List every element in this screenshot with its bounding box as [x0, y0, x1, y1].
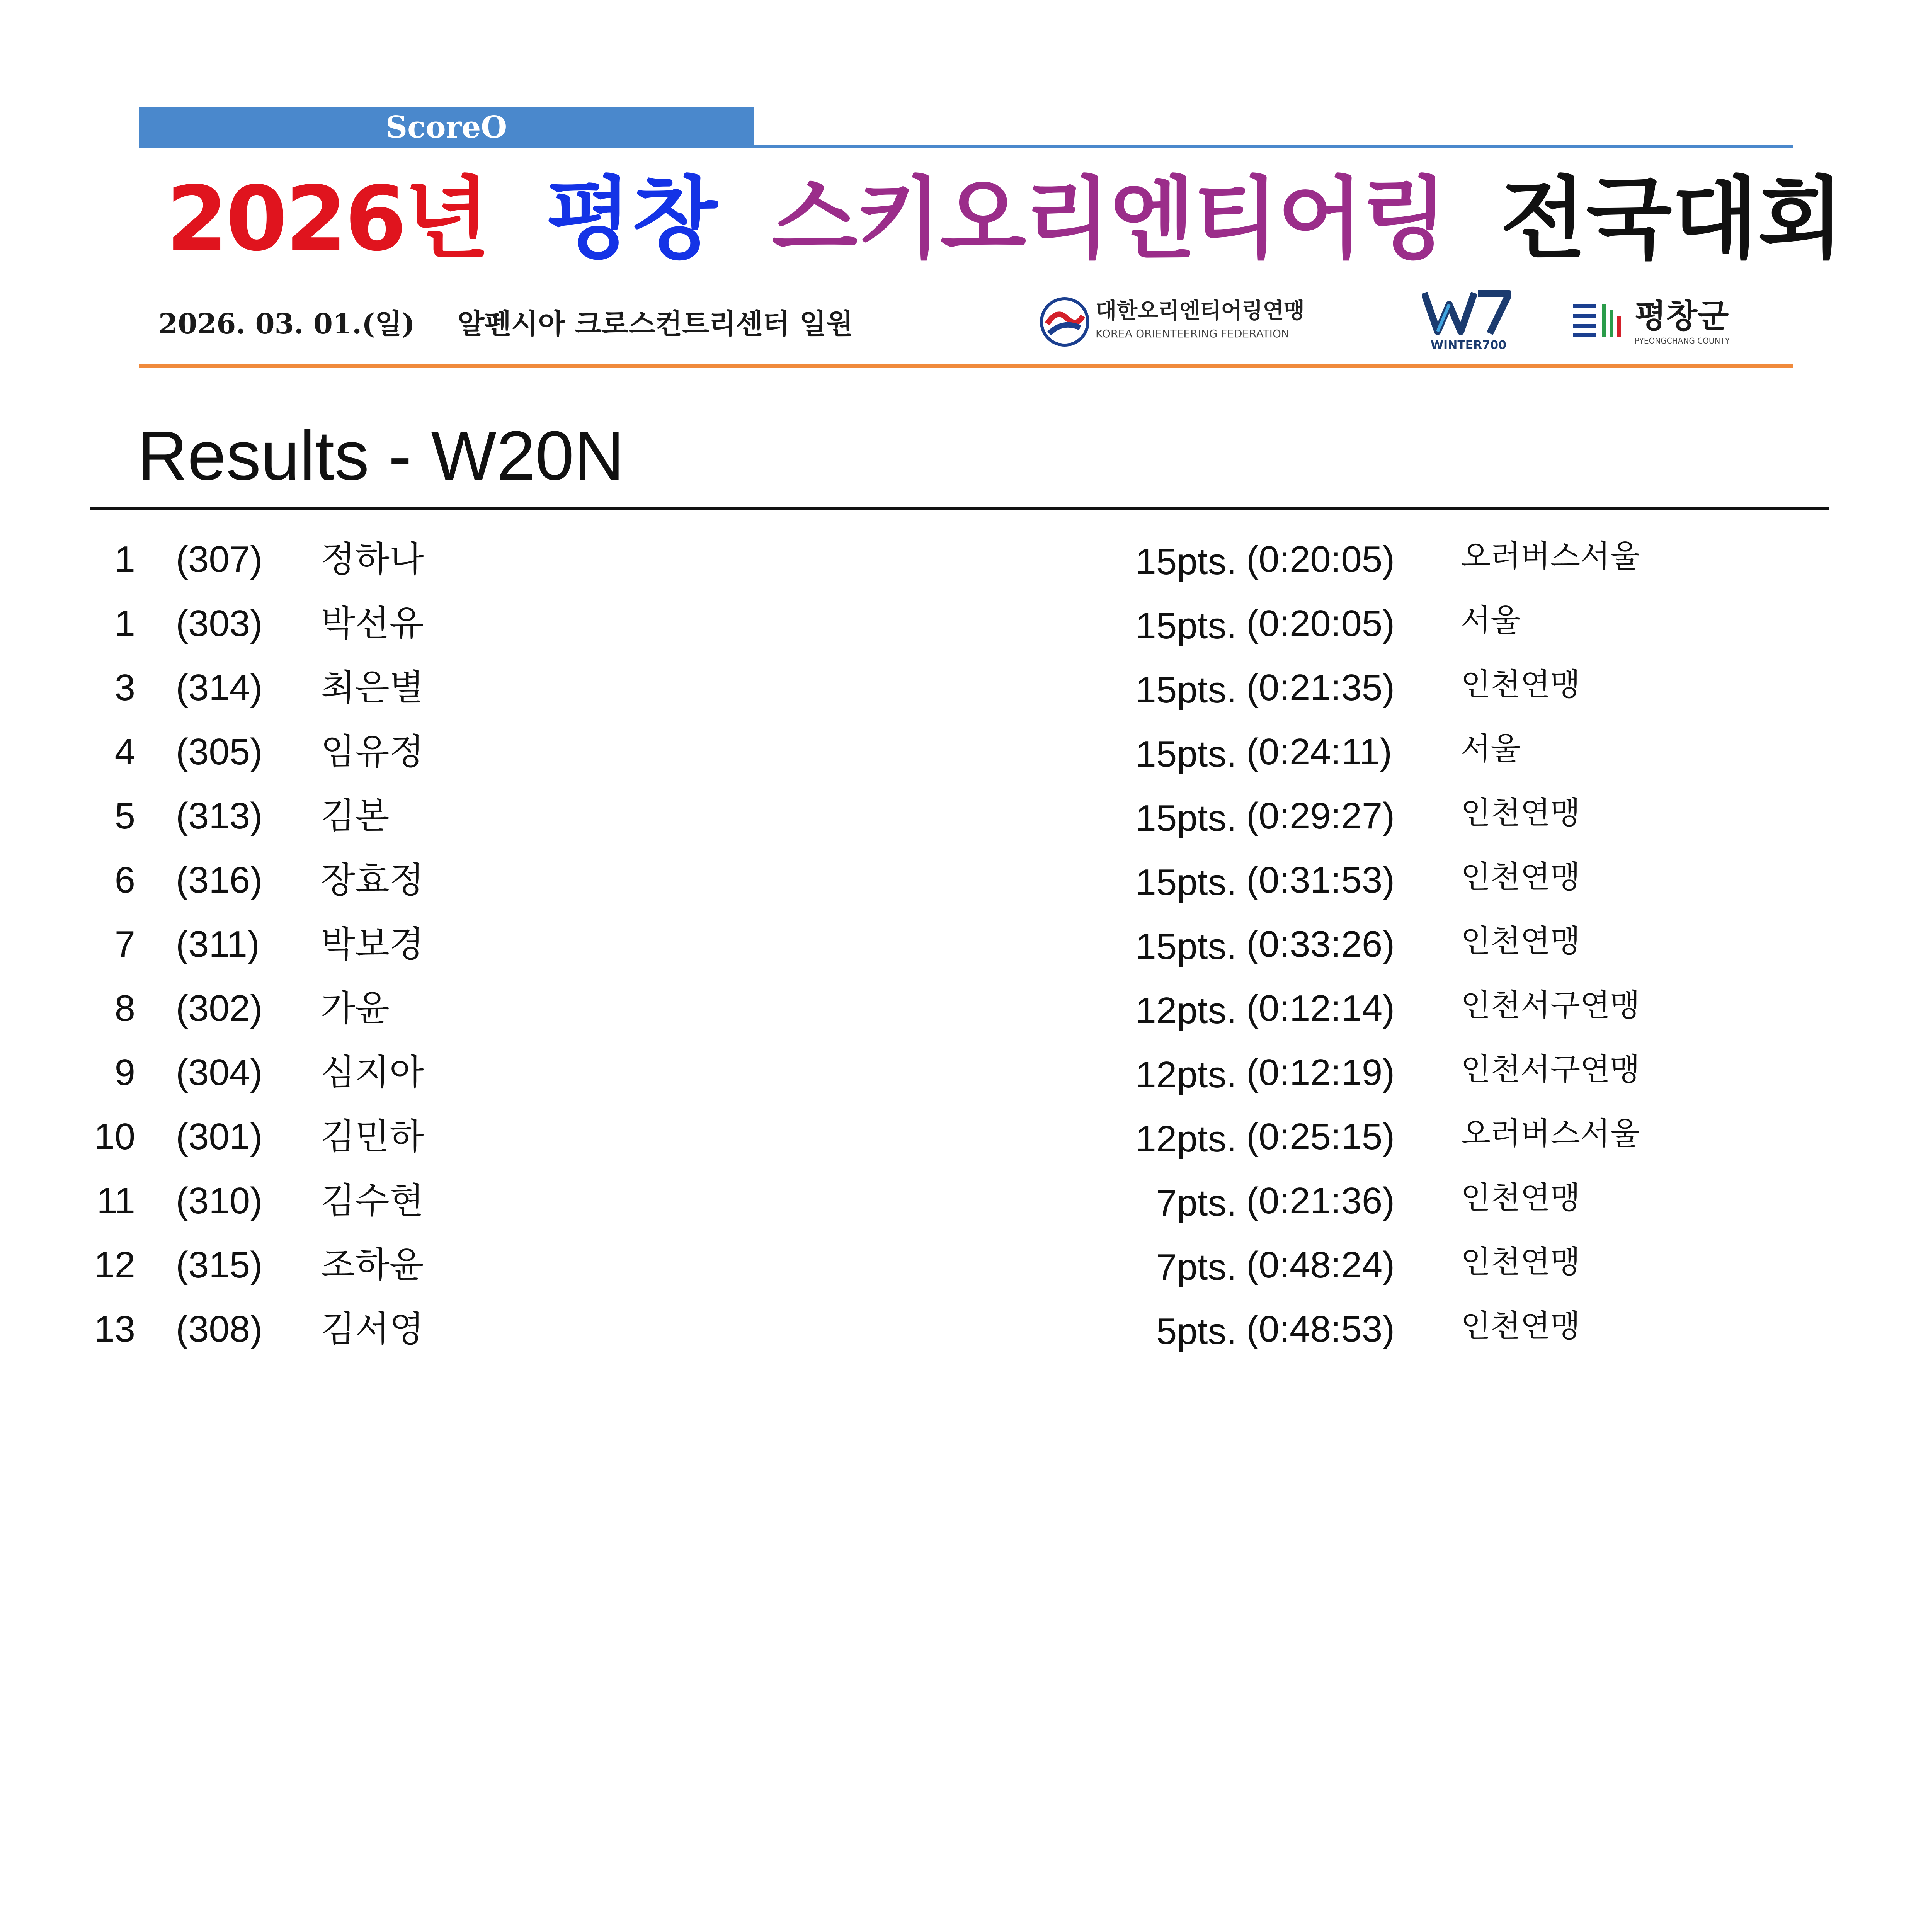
event-date-venue	[158, 301, 853, 347]
result-points: 12pts.	[1135, 1054, 1237, 1095]
result-rank: 6	[114, 859, 135, 901]
result-time: (0:33:26)	[1246, 923, 1395, 965]
result-name: 최은별	[321, 667, 424, 708]
result-rank: 11	[97, 1180, 135, 1221]
result-rank: 8	[114, 988, 135, 1029]
result-name: 김본	[321, 795, 390, 837]
results-title: Results - W20N	[137, 417, 624, 495]
result-row	[0, 784, 1916, 848]
result-time: (0:48:53)	[1246, 1308, 1395, 1350]
winter700-logo	[1418, 289, 1519, 355]
result-time: (0:21:35)	[1246, 667, 1395, 708]
result-rank: 4	[114, 731, 135, 772]
result-row	[0, 720, 1916, 784]
result-name: 심지아	[321, 1052, 424, 1093]
result-club: 서울	[1461, 731, 1521, 767]
result-bib: (313)	[176, 795, 263, 837]
result-rank: 1	[114, 603, 135, 644]
result-time: (0:20:05)	[1246, 603, 1395, 644]
result-time: (0:31:53)	[1246, 859, 1395, 901]
result-bib: (308)	[176, 1308, 263, 1350]
result-row	[0, 912, 1916, 976]
results-list	[0, 527, 1916, 1361]
result-bib: (310)	[176, 1180, 263, 1221]
result-club: 인천연맹	[1461, 795, 1581, 831]
result-row	[0, 1297, 1916, 1361]
kof-logo	[1040, 293, 1349, 351]
result-bib: (307)	[176, 539, 263, 580]
result-points: 15pts.	[1135, 541, 1237, 582]
result-points: 15pts.	[1135, 605, 1237, 646]
pyeongchang-subtitle: PYEONGCHANG COUNTY	[1635, 336, 1730, 345]
result-club: 인천서구연맹	[1461, 1051, 1640, 1087]
result-bib: (303)	[176, 603, 263, 644]
result-club: 인천연맹	[1461, 1244, 1581, 1280]
course-type-tab: ScoreO	[139, 107, 754, 148]
result-points: 15pts.	[1135, 862, 1237, 903]
result-club: 오러버스서울	[1461, 1116, 1640, 1151]
result-points: 15pts.	[1135, 669, 1237, 711]
result-rank: 1	[114, 539, 135, 580]
result-name: 김수현	[321, 1180, 424, 1221]
result-bib: (305)	[176, 731, 263, 772]
w7-logo-icon	[1422, 289, 1511, 335]
result-points: 12pts.	[1135, 1118, 1237, 1160]
headline-city: 평창	[546, 168, 718, 271]
result-bib: (304)	[176, 1052, 263, 1093]
title-rule	[90, 507, 1829, 510]
result-points: 7pts.	[1156, 1247, 1237, 1288]
result-row	[0, 1169, 1916, 1233]
result-bib: (316)	[176, 859, 263, 901]
result-name: 박보경	[321, 923, 424, 965]
result-time: (0:25:15)	[1246, 1116, 1395, 1157]
result-name: 박선유	[321, 603, 424, 644]
result-club: 서울	[1461, 602, 1521, 638]
result-rank: 3	[114, 667, 135, 708]
result-rank: 13	[94, 1308, 135, 1350]
result-points: 12pts.	[1135, 990, 1237, 1031]
result-bib: (311)	[176, 923, 260, 965]
result-row	[0, 1105, 1916, 1169]
result-time: (0:12:19)	[1246, 1052, 1395, 1093]
result-points: 15pts.	[1135, 926, 1237, 967]
pyeongchang-logo	[1573, 297, 1751, 351]
banner-bottom-rule	[139, 364, 1793, 368]
banner-top-rule	[754, 145, 1793, 148]
result-time: (0:29:27)	[1246, 795, 1395, 837]
result-points: 7pts.	[1156, 1182, 1237, 1224]
result-time: (0:20:05)	[1246, 539, 1395, 580]
kof-subtitle: KOREA ORIENTEERING FEDERATION	[1096, 327, 1289, 340]
result-club: 인천연맹	[1461, 923, 1581, 959]
result-time: (0:12:14)	[1246, 988, 1395, 1029]
headline-year: 2026년	[166, 168, 488, 271]
result-club: 인천연맹	[1461, 667, 1581, 702]
result-row	[0, 848, 1916, 912]
result-name: 가윤	[321, 988, 390, 1029]
result-row	[0, 1233, 1916, 1297]
result-time: (0:48:24)	[1246, 1244, 1395, 1286]
result-club: 인천연맹	[1461, 1308, 1581, 1344]
result-bib: (314)	[176, 667, 263, 708]
headline-national: 전국대회	[1500, 168, 1844, 271]
result-club: 인천연맹	[1461, 1180, 1581, 1216]
result-club: 인천서구연맹	[1461, 987, 1640, 1023]
result-rank: 7	[114, 923, 135, 965]
result-points: 15pts.	[1135, 798, 1237, 839]
result-points: 5pts.	[1156, 1311, 1237, 1352]
result-name: 김민하	[321, 1116, 424, 1157]
headline-event: 스키오리엔티어링	[771, 168, 1446, 271]
result-row	[0, 656, 1916, 720]
result-time: (0:21:36)	[1246, 1180, 1395, 1221]
event-venue: 알펜시아 크로스컨트리센터 일원	[457, 307, 853, 340]
result-rank: 5	[114, 795, 135, 837]
result-rank: 10	[94, 1116, 135, 1157]
result-bib: (315)	[176, 1244, 263, 1286]
kof-emblem-icon	[1040, 297, 1090, 347]
result-points: 15pts.	[1135, 733, 1237, 775]
result-name: 김서영	[321, 1308, 424, 1350]
result-name: 정하나	[321, 539, 424, 580]
result-row	[0, 592, 1916, 656]
result-rank: 9	[114, 1052, 135, 1093]
result-club: 오러버스서울	[1461, 538, 1640, 574]
result-rank: 12	[94, 1244, 135, 1286]
result-name: 임유정	[321, 731, 424, 772]
result-bib: (302)	[176, 988, 263, 1029]
winter700-name: WINTER700	[1430, 338, 1507, 352]
event-date: 2026. 03. 01.(일)	[158, 307, 415, 340]
result-bib: (301)	[176, 1116, 263, 1157]
result-name: 조하윤	[321, 1244, 424, 1286]
result-row	[0, 976, 1916, 1041]
result-row	[0, 1041, 1916, 1105]
event-headline	[166, 165, 1844, 274]
kof-name: 대한오리엔티어링연맹	[1096, 298, 1305, 323]
pyeongchang-emblem-icon	[1573, 297, 1623, 343]
result-row	[0, 527, 1916, 592]
result-name: 장효정	[321, 859, 424, 901]
result-time: (0:24:11)	[1246, 731, 1392, 772]
result-club: 인천연맹	[1461, 859, 1581, 895]
pyeongchang-name: 평창군	[1635, 297, 1729, 335]
event-banner	[139, 107, 1844, 370]
